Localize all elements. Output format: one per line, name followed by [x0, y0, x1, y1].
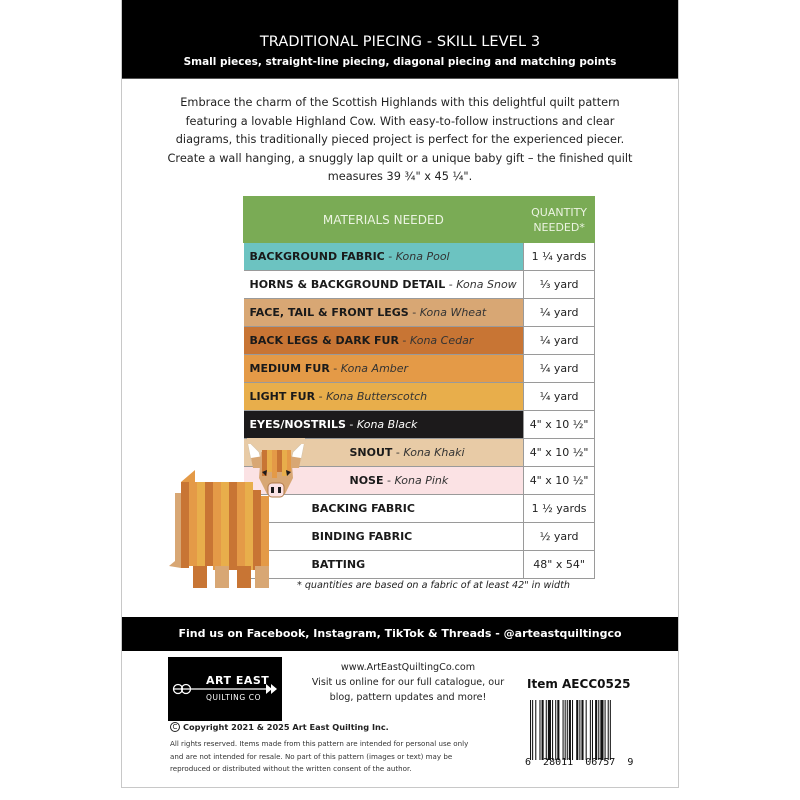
material-quantity: 4" x 10 ½"	[523, 411, 595, 439]
skill-level-banner	[122, 0, 678, 79]
material-name-cell	[244, 243, 524, 271]
fabric-name: Kona Pink	[394, 474, 449, 487]
material-quantity: 48" x 54"	[523, 551, 595, 579]
art-east-logo	[168, 657, 282, 721]
material-name: BACKGROUND FABRIC	[249, 250, 385, 263]
website-link[interactable]: www.ArtEastQuiltingCo.com	[340, 662, 476, 673]
copyright-line	[170, 722, 389, 732]
material-quantity: ½ yard	[523, 523, 595, 551]
material-name-cell	[244, 271, 524, 299]
pattern-description: Embrace the charm of the Scottish Highlands with this delightful quilt pattern featuring a lovable Highland Cow. With easy-to-follow instructions and clear diagrams, this traditionally pieced project is perfect for the experienced piecer. Create a wall hanging, a snuggly lap quilt or a unique baby gift – the finished quilt measures 39 ¾" x 45 ¼".	[167, 96, 633, 183]
material-separator: -	[329, 362, 341, 375]
material-separator: -	[383, 474, 395, 487]
skill-level-subtitle: Small pieces, straight-line piecing, diagonal piecing and matching points	[183, 56, 617, 68]
material-separator: -	[408, 306, 420, 319]
material-quantity: ¼ yard	[523, 355, 595, 383]
material-row	[244, 271, 595, 299]
material-row	[244, 383, 595, 411]
material-quantity: 1 ¼ yards	[523, 243, 595, 271]
material-name: HORNS & BACKGROUND DETAIL	[249, 278, 446, 291]
quantity-header	[523, 197, 595, 243]
material-quantity: 4" x 10 ½"	[523, 439, 595, 467]
legal-notice: All rights reserved. Items made from this pattern are intended for personal use only and are not intended for resale. No part of this pattern (images or text) may be reproduced or distributed without the written consent of the author.	[170, 739, 469, 773]
material-name: BACK LEGS & DARK FUR	[249, 334, 399, 347]
material-name: EYES/NOSTRILS	[249, 418, 346, 431]
material-row	[244, 355, 595, 383]
fabric-name: Kona Khaki	[403, 446, 465, 459]
material-separator: -	[392, 446, 404, 459]
website-info	[298, 660, 518, 705]
fabric-name: Kona Snow	[456, 278, 517, 291]
logo-quilting-co-text: QUILTING CO	[206, 693, 262, 702]
pattern-back-cover	[121, 0, 679, 788]
skill-level-title: TRADITIONAL PIECING - SKILL LEVEL 3	[259, 34, 541, 50]
material-quantity: ⅓ yard	[523, 271, 595, 299]
fabric-name: Kona Wheat	[419, 306, 487, 319]
fabric-name: Kona Butterscotch	[326, 390, 428, 403]
material-row	[244, 299, 595, 327]
material-row	[244, 243, 595, 271]
barcode	[530, 700, 643, 760]
quantity-footnote: * quantities are based on a fabric of at least 42" in width	[297, 580, 570, 591]
materials-table-header	[244, 197, 595, 243]
fabric-name: Kona Black	[356, 418, 418, 431]
material-name: BATTING	[311, 558, 366, 571]
material-quantity: ¼ yard	[523, 299, 595, 327]
material-name: BINDING FABRIC	[311, 530, 413, 543]
material-name-cell	[244, 355, 524, 383]
highland-cow-illustration	[167, 438, 307, 588]
material-separator: -	[445, 278, 457, 291]
copyright-icon: C	[170, 722, 180, 732]
material-name: LIGHT FUR	[249, 390, 316, 403]
barcode-digits: 6 28011 06757 9	[525, 757, 634, 768]
material-row	[244, 327, 595, 355]
website-line-2: Visit us online for our full catalogue, our	[311, 677, 505, 688]
copyright-text: Copyright 2021 & 2025 Art East Quilting Inc.	[183, 722, 389, 732]
fabric-name: Kona Cedar	[409, 334, 474, 347]
material-quantity: 1 ½ yards	[523, 495, 595, 523]
material-name: BACKING FABRIC	[311, 502, 415, 515]
material-separator: -	[398, 334, 410, 347]
material-separator: -	[345, 418, 357, 431]
fabric-name: Kona Amber	[340, 362, 409, 375]
social-media-banner: Find us on Facebook, Instagram, TikTok & Threads - @arteastquiltingco	[122, 617, 678, 651]
website-line-3: blog, pattern updates and more!	[329, 692, 487, 703]
material-name-cell	[244, 383, 524, 411]
material-row	[244, 411, 595, 439]
fabric-name: Kona Pool	[395, 250, 450, 263]
material-quantity: ¼ yard	[523, 327, 595, 355]
material-name-cell	[244, 327, 524, 355]
material-quantity: 4" x 10 ½"	[523, 467, 595, 495]
material-name: MEDIUM FUR	[249, 362, 330, 375]
material-name: NOSE	[349, 474, 384, 487]
materials-header: MATERIALS NEEDED	[244, 197, 524, 243]
material-name-cell	[244, 299, 524, 327]
item-number: Item AECC0525	[527, 677, 631, 691]
logo-art-east-text: ART EAST	[206, 674, 270, 687]
material-name: SNOUT	[349, 446, 393, 459]
material-separator: -	[315, 390, 327, 403]
material-separator: -	[384, 250, 396, 263]
material-name-cell	[244, 411, 524, 439]
material-quantity: ¼ yard	[523, 383, 595, 411]
material-name: FACE, TAIL & FRONT LEGS	[249, 306, 409, 319]
quantity-header-text: QUANTITY NEEDED*	[531, 205, 588, 234]
